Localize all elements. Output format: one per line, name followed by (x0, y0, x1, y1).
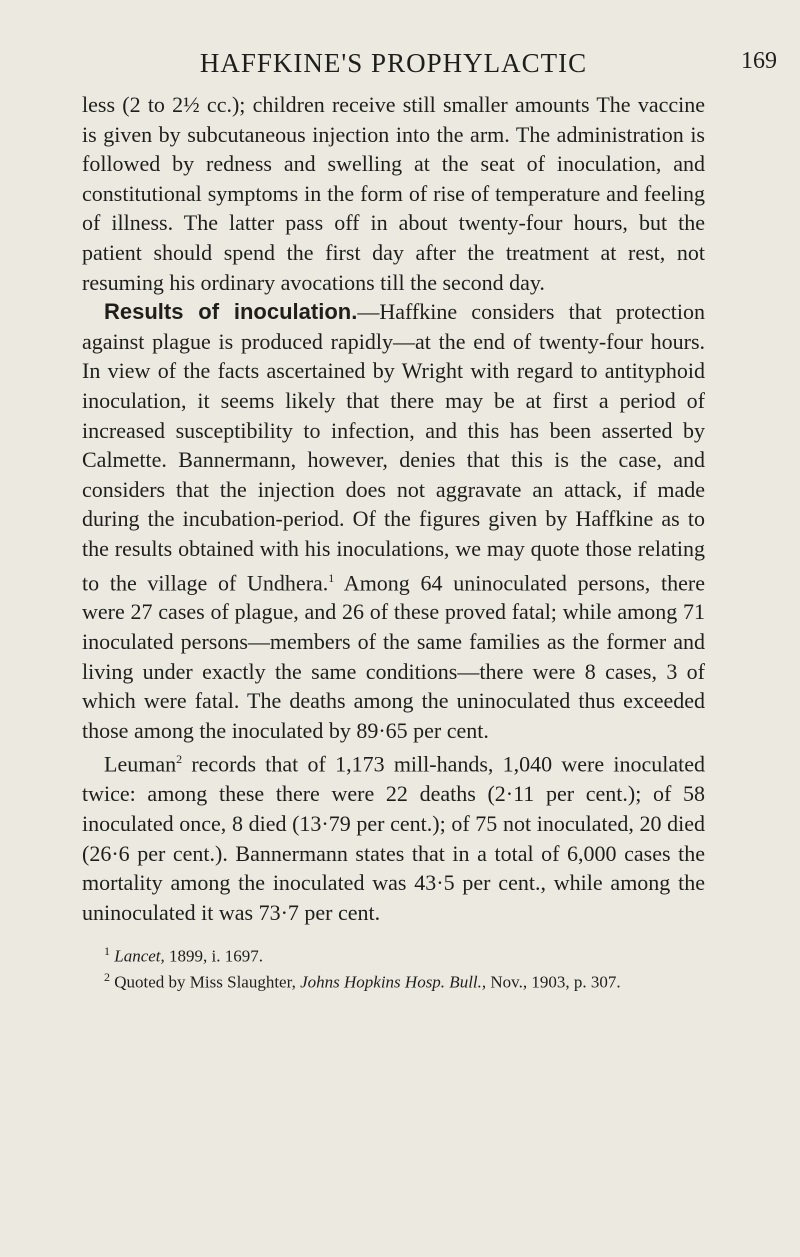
leuman-text-part-b: records that of 1,173 mill-hands, 1,040 were inoculated twice: among these there were 22 deaths (2·11 per cent.); of 58 inoculated once, 8 died (13·79 per cent.); of 75 not inoculated, 20 died (26·6 per cent.). Bannermann states that in a total of 6,000 cases the mortality among the inoculated was 43·5 per cent., while among the uninoculated it was 73·7 per cent. (82, 751, 705, 925)
footnote-1-mark: 1 (104, 944, 110, 959)
paragraph-leuman-records (82, 745, 705, 927)
results-text-part-b: Among 64 uninoculated persons, there were 27 cases of plague, and 26 of these proved fatal; while among 71 inoculated persons—members of the same families as the former and living under exactly the same conditions—there were 8 cases, 3 of which were fatal. The deaths among the uninoculated thus exceeded those among the inoculated by 89·65 per cent. (82, 569, 705, 743)
running-head-title: HAFFKINE'S PROPHYLACTIC (199, 48, 588, 78)
page-number: 169 (741, 48, 777, 74)
footnotes (82, 941, 705, 992)
footnote-reference-2: 2 (176, 752, 183, 767)
footnote-reference-1: 1 (328, 570, 335, 585)
section-heading-results: Results of inoculation. (104, 299, 358, 325)
footnote-2-citation: Nov., 1903, p. 307. (486, 972, 621, 992)
paragraph-results-of-inoculation (82, 297, 705, 745)
footnote-2-journal: Johns Hopkins Hosp. Bull., (300, 972, 487, 992)
footnote-2 (82, 967, 705, 993)
footnote-1-journal: Lancet, (114, 946, 165, 966)
footnote-1 (82, 941, 705, 967)
footnote-2-mark: 2 (104, 969, 110, 984)
body-text (82, 90, 705, 927)
paragraph-vaccine-administration: less (2 to 2½ cc.); children receive still smaller amounts The vaccine is given by subcutaneous injection into the arm. The administration is followed by redness and swelling at the seat of inoculation, and constitutional symptoms in the form of rise of temperature and feeling of illness. The latter pass off in about twenty-four hours, but the patient should spend the first day after the treatment at rest, not resuming his ordinary avocations till the second day. (82, 92, 705, 295)
running-head (82, 0, 777, 84)
leuman-text-part-a: Leuman (104, 751, 177, 777)
footnote-2-prefix: Quoted by Miss Slaughter, (110, 972, 301, 992)
footnote-1-citation: 1899, i. 1697. (164, 946, 264, 966)
results-text-part-a: —Haffkine considers that protection against plague is produced rapidly—at the end of twenty-four hours. In view of the facts ascertained by Wright with regard to antityphoid inoculation, it seems likely that there may be at first a period of increased susceptibility to infection, and this has been asserted by Calmette. Bannermann, however, denies that this is the case, and considers that the injection does not aggravate an attack, if made during the incubation-period. Of the figures given by Haffkine as to the results obtained with his inoculations, we may quote those relating to the village of Undhera. (82, 299, 705, 595)
